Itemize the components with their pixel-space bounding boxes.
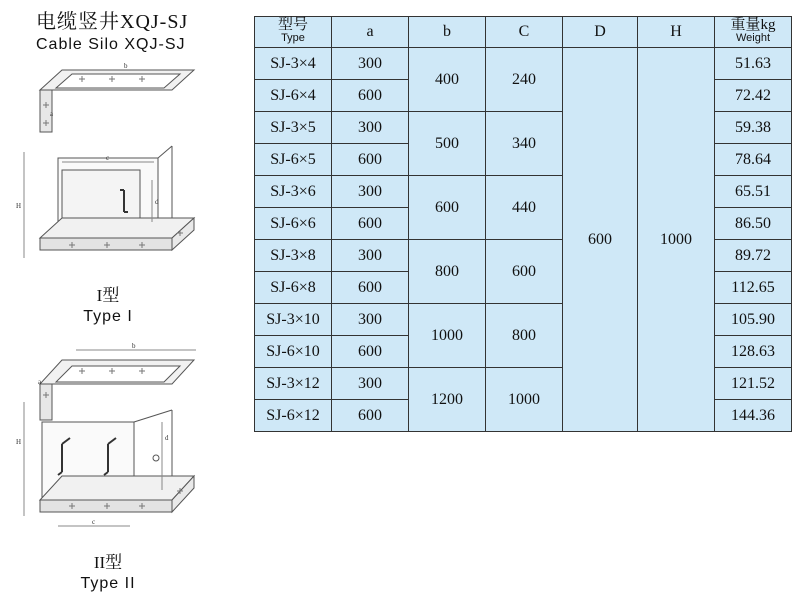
dim-d: d (155, 198, 159, 206)
header-weight-en: Weight (735, 32, 771, 44)
type-1-drawing (12, 62, 212, 282)
cell-a: 600 (332, 208, 409, 240)
header-a: a (332, 17, 409, 48)
cell-weight: 86.50 (715, 208, 792, 240)
type-1-caption-cn: I型 (96, 286, 120, 305)
cell-b: 800 (409, 240, 486, 304)
cell-c: 600 (486, 240, 563, 304)
cell-weight: 59.38 (715, 112, 792, 144)
table-header-row (255, 17, 792, 48)
dim-d: d (165, 434, 169, 442)
cell-type: SJ-3×12 (255, 368, 332, 400)
cell-weight: 65.51 (715, 176, 792, 208)
page-subtitle: Cable Silo XQJ-SJ (36, 36, 186, 53)
cell-a: 300 (332, 240, 409, 272)
cell-a: 300 (332, 176, 409, 208)
header-type-en: Type (281, 32, 305, 44)
dim-a: a (38, 378, 42, 386)
cell-a: 300 (332, 368, 409, 400)
cell-type: SJ-6×4 (255, 80, 332, 112)
cell-a: 300 (332, 48, 409, 80)
type-2-drawing (12, 340, 212, 550)
cell-a: 300 (332, 304, 409, 336)
cell-b: 600 (409, 176, 486, 240)
header-type-cn: 型号 (277, 17, 308, 33)
cell-type: SJ-6×12 (255, 400, 332, 432)
header-weight-cn: 重量kg (730, 17, 776, 33)
header-type (255, 17, 332, 48)
dim-a: a (50, 110, 54, 118)
cell-type: SJ-3×4 (255, 48, 332, 80)
dim-b: b (124, 62, 128, 70)
cell-type: SJ-3×8 (255, 240, 332, 272)
cell-c: 800 (486, 304, 563, 368)
cell-weight: 78.64 (715, 144, 792, 176)
cell-c: 1000 (486, 368, 563, 432)
table-row (255, 48, 792, 80)
dim-c: c (92, 518, 96, 526)
type-1-caption-en: Type I (83, 308, 133, 325)
cell-c: 340 (486, 112, 563, 176)
cell-type: SJ-6×6 (255, 208, 332, 240)
cell-b: 1000 (409, 304, 486, 368)
cell-type: SJ-3×6 (255, 176, 332, 208)
cell-type: SJ-3×5 (255, 112, 332, 144)
cell-b: 500 (409, 112, 486, 176)
type-1-caption (48, 281, 168, 326)
cell-weight: 72.42 (715, 80, 792, 112)
type-2-caption (48, 548, 168, 593)
cell-a: 600 (332, 144, 409, 176)
cell-a: 600 (332, 336, 409, 368)
cell-a: 600 (332, 272, 409, 304)
header-d: D (563, 17, 638, 48)
cell-weight: 121.52 (715, 368, 792, 400)
cell-weight: 89.72 (715, 240, 792, 272)
cell-type: SJ-3×10 (255, 304, 332, 336)
cell-a: 300 (332, 112, 409, 144)
cell-type: SJ-6×10 (255, 336, 332, 368)
cell-weight: 51.63 (715, 48, 792, 80)
header-b: b (409, 17, 486, 48)
dim-b: b (132, 342, 136, 350)
cell-h: 1000 (638, 48, 715, 432)
cell-c: 240 (486, 48, 563, 112)
cell-weight: 128.63 (715, 336, 792, 368)
spec-table (254, 16, 792, 432)
cell-weight: 105.90 (715, 304, 792, 336)
type-2-caption-en: Type II (80, 575, 136, 592)
header-c: C (486, 17, 563, 48)
cell-d: 600 (563, 48, 638, 432)
cell-weight: 144.36 (715, 400, 792, 432)
cell-a: 600 (332, 400, 409, 432)
header-h: H (638, 17, 715, 48)
cell-b: 1200 (409, 368, 486, 432)
cell-b: 400 (409, 48, 486, 112)
header-weight (715, 17, 792, 48)
cell-weight: 112.65 (715, 272, 792, 304)
dim-h: H (16, 438, 22, 446)
cell-type: SJ-6×5 (255, 144, 332, 176)
dim-c: c (106, 154, 110, 162)
cell-c: 440 (486, 176, 563, 240)
page-title: 电缆竖井XQJ-SJ (36, 11, 189, 33)
type-2-caption-cn: II型 (93, 553, 123, 572)
cell-a: 600 (332, 80, 409, 112)
dim-h: H (16, 202, 22, 210)
cell-type: SJ-6×8 (255, 272, 332, 304)
